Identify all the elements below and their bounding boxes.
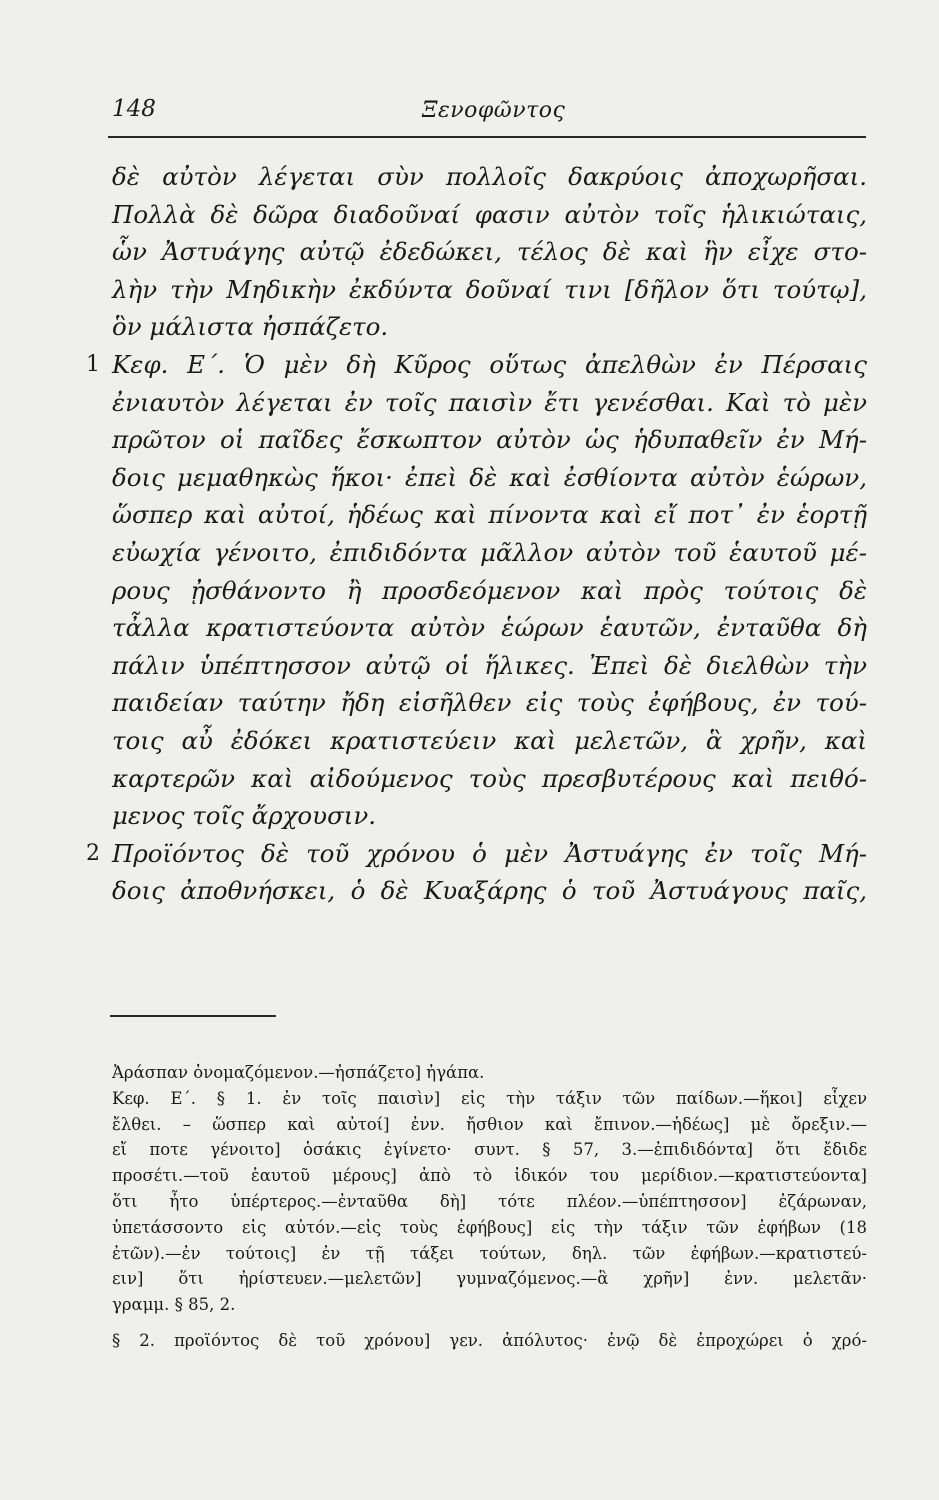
text-line (112, 196, 867, 234)
footnotes (112, 1060, 867, 1354)
footnote-line: ὑπετάσσοντο εἰς αὐτόν.—εἰς τοὺς ἐφήβους] εἰς τὴν τάξιν τῶν ἐφήβων (18 (112, 1217, 867, 1237)
text-line (112, 722, 867, 760)
footnote-line: εἴ ποτε γένοιτο] ὁσάκις ἐγίνετο· συντ. § 57, 3.—ἐπιδιδόντα] ὅτι ἔδιδε (112, 1140, 867, 1160)
footnote-line: Κεφ. Ε΄. § 1. ἐν τοῖς παισὶν] εἰς τὴν τάξιν τῶν παίδων.—ἥκοι] εἶχεν (112, 1088, 867, 1108)
text-line-content: πάλιν ὑπέπτησσον αὐτῷ οἱ ἥλικες. Ἐπεὶ δὲ διελθὼν τὴν (112, 650, 867, 680)
footnote-line: ειν] ὅτι ἠρίστευεν.—μελετῶν] γυμναζόμενος.—ἃ χρῆν] ἐνν. μελετᾶν· (112, 1269, 867, 1289)
footnote-line: ἐτῶν).—ἐν τούτοις] ἐν τῇ τάξει τούτων, δηλ. τῶν ἐφήβων.—κρατιστεύ- (112, 1243, 867, 1263)
footnote-rule (110, 1015, 276, 1017)
text-line (112, 684, 867, 722)
text-line-content: μενος τοῖς ἄρχουσιν. (112, 801, 377, 831)
footnote-line: ὅτι ἦτο ὑπέρτερος.—ἐνταῦθα δὴ] τότε πλέον.—ὑπέπτησσον] ἐζάρωναν, (112, 1191, 867, 1211)
text-line-content: Κεφ. Ε΄. Ὁ μὲν δὴ Κῦρος οὕτως ἀπελθὼν ἐν Πέρσαις (112, 349, 867, 379)
header-rule (108, 136, 866, 138)
text-line-content: δοις μεμαθηκὼς ἥκοι· ἐπεὶ δὲ καὶ ἐσθίοντα αὐτὸν ἑώρων, (112, 462, 867, 492)
text-line (112, 308, 867, 346)
page-number: 148 (112, 96, 156, 122)
text-line (112, 534, 867, 572)
footnote-line: γραμμ. § 85, 2. (112, 1295, 236, 1315)
text-line (112, 158, 867, 196)
footnote-line: προσέτι.—τοῦ ἑαυτοῦ μέρους] ἀπὸ τὸ ἰδικόν του μερίδιον.—κρατιστεύοντα] (112, 1166, 867, 1186)
text-line-content: πρῶτον οἱ παῖδες ἔσκωπτον αὐτὸν ὡς ἡδυπαθεῖν ἐν Μή- (112, 425, 867, 455)
text-line-content: Πολλὰ δὲ δῶρα διαδοῦναί φασιν αὐτὸν τοῖς ἡλικιώταις, (112, 199, 867, 229)
text-line-content: ὧν Ἀστυάγης αὐτῷ ἐδεδώκει, τέλος δὲ καὶ ἣν εἶχε στο- (112, 237, 867, 267)
text-line (86, 835, 867, 873)
text-line (112, 872, 867, 910)
footnote-line: ἔλθει. – ὥσπερ καὶ αὐτοί] ἐνν. ἤσθιον καὶ ἔπινον.—ἡδέως] μὲ ὄρεξιν.— (112, 1114, 867, 1134)
text-line-content: τἆλλα κρατιστεύοντα αὐτὸν ἑώρων ἑαυτῶν, ἐνταῦθα δὴ (112, 613, 867, 643)
text-line-content: λὴν τὴν Μηδικὴν ἐκδύντα δοῦναί τινι [δῆλον ὅτι τούτῳ], (112, 274, 867, 304)
text-line-content: δὲ αὐτὸν λέγεται σὺν πολλοῖς δακρύοις ἀποχωρῆσαι. (112, 162, 867, 191)
text-line-content: καρτερῶν καὶ αἰδούμενος τοὺς πρεσβυτέρους καὶ πειθό- (112, 763, 867, 793)
text-line-content: ρους ᾐσθάνοντο ἢ προσδεόμενον καὶ πρὸς τούτοις δὲ (112, 575, 867, 605)
text-line-content: Προϊόντος δὲ τοῦ χρόνου ὁ μὲν Ἀστυάγης ἐν τοῖς Μή- (112, 838, 867, 868)
footnote-line: Ἀράσπαν ὀνομαζόμενον.—ἠσπάζετο] ἠγάπα. (112, 1063, 485, 1082)
text-line (112, 271, 867, 309)
text-line (112, 797, 867, 835)
text-line-content: τοις αὖ ἐδόκει κρατιστεύειν καὶ μελετῶν, ἃ χρῆν, καὶ (112, 725, 867, 755)
text-line (112, 760, 867, 798)
text-line (112, 647, 867, 685)
text-line-content: παιδείαν ταύτην ἤδη εἰσῆλθεν εἰς τοὺς ἐφήβους, ἐν τού- (112, 688, 867, 718)
text-line (112, 609, 867, 647)
page-header (112, 96, 867, 136)
text-line (112, 421, 867, 459)
text-line-content: ὃν μάλιστα ἠσπάζετο. (112, 312, 389, 342)
text-line-content: ἐνιαυτὸν λέγεται ἐν τοῖς παισὶν ἔτι γενέσθαι. Καὶ τὸ μὲν (112, 387, 867, 417)
section-number: 2 (86, 840, 100, 866)
running-title: Ξενοφῶντος (422, 98, 566, 123)
text-line (112, 459, 867, 497)
main-text (86, 158, 867, 910)
text-line-content: ὥσπερ καὶ αὐτοί, ἡδέως καὶ πίνοντα καὶ εἴ ποτ᾽ ἐν ἑορτῇ (112, 500, 867, 530)
footnote-line: § 2. προϊόντος δὲ τοῦ χρόνου] γεν. ἀπόλυτος· ἐνῷ δὲ ἐπροχώρει ὁ χρό- (112, 1330, 867, 1350)
text-line-content: εὐωχία γένοιτο, ἐπιδιδόντα μᾶλλον αὐτὸν τοῦ ἑαυτοῦ μέ- (112, 537, 867, 567)
text-line (86, 346, 867, 384)
text-line-content: δοις ἀποθνήσκει, ὁ δὲ Κυαξάρης ὁ τοῦ Ἀστυάγους παῖς, (112, 876, 867, 906)
text-line (112, 233, 867, 271)
section-number: 1 (86, 351, 100, 377)
text-line (112, 384, 867, 422)
text-line (112, 496, 867, 534)
text-line (112, 572, 867, 610)
